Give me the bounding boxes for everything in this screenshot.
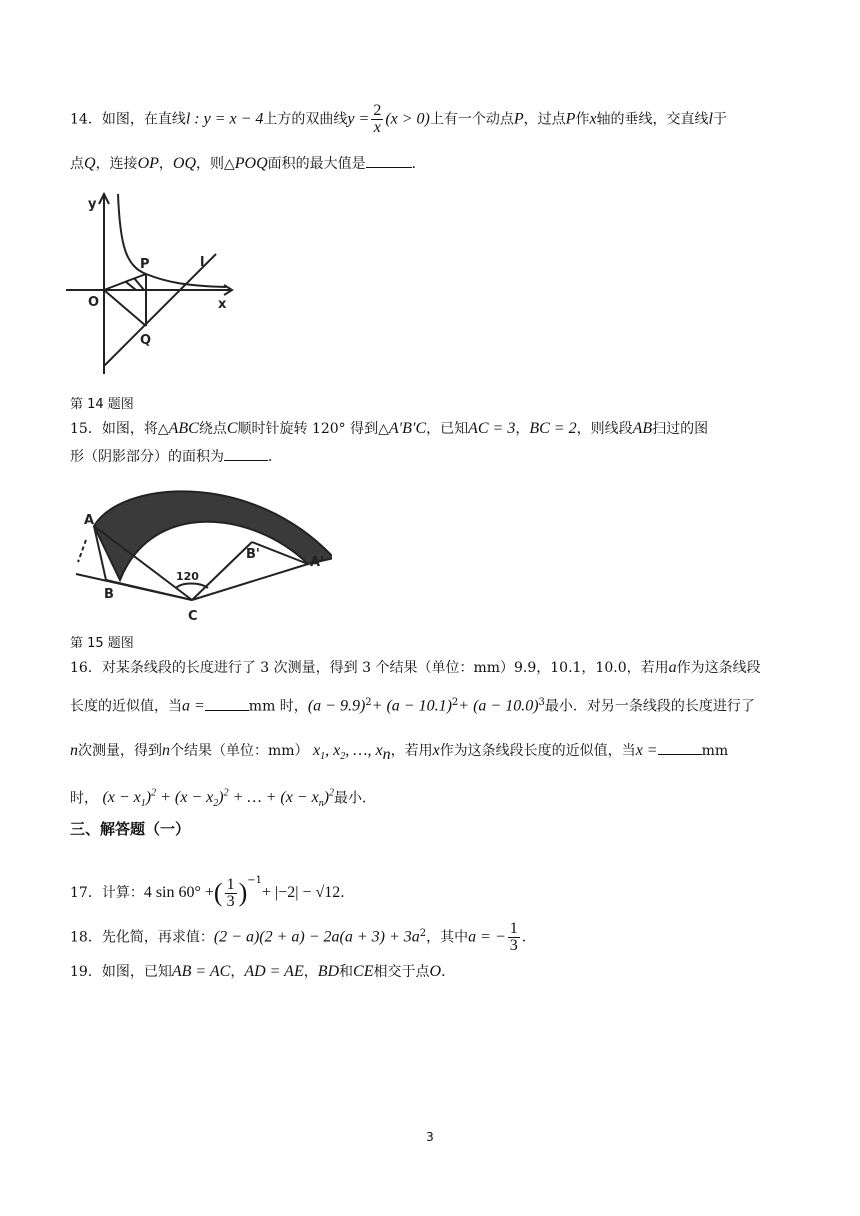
q16-text: 个结果（单位：mm） xyxy=(170,743,309,759)
label-Q: Q xyxy=(140,333,152,348)
hyperbola-lhs: y = xyxy=(347,110,370,128)
q16-text: 最小． xyxy=(334,790,377,807)
answer-blank xyxy=(366,155,412,168)
line-l xyxy=(104,254,216,366)
q18-text: 先化简，再求值： xyxy=(101,929,214,946)
expression-term: (a − 9.9) xyxy=(307,697,366,715)
q16-text: mm xyxy=(701,743,729,759)
BC-value: BC = 2 xyxy=(529,420,577,437)
q14-text: 点 xyxy=(70,156,84,172)
q15-text: ，已知 xyxy=(426,421,469,437)
x-equals: x = xyxy=(635,742,658,759)
q14-text: 轴的垂线，交直线 xyxy=(596,111,709,128)
label-C: C xyxy=(188,609,198,624)
q16-text: 对某条线段的长度进行了 3 次测量，得到 3 个结果（单位：mm）9.9，10.1，10.0，若用 xyxy=(101,660,669,676)
q14-text: ，连接 xyxy=(95,156,138,172)
variable-a: a xyxy=(668,659,677,676)
q19-text: ． xyxy=(441,964,456,980)
q17-number: 17． xyxy=(70,885,102,901)
equation-AD-AE: AD = AE xyxy=(244,963,304,980)
segment-OP: OP xyxy=(137,155,159,172)
fraction-denominator: x xyxy=(373,119,381,136)
one-third-fraction xyxy=(508,921,520,954)
label-B: B xyxy=(104,587,114,602)
q15-text: ， xyxy=(515,421,530,437)
variable-n: n xyxy=(70,742,78,759)
label-P: P xyxy=(140,257,150,272)
label-A-prime: A' xyxy=(310,555,325,570)
q15-text: ，则线段 xyxy=(576,421,633,437)
q16-text: 最小．对另一条线段的长度进行了 xyxy=(544,698,755,715)
q16-text: 长度的近似值，当 xyxy=(70,698,182,715)
q15-text: 如图，将△ xyxy=(101,421,169,437)
q17-text: 计算： xyxy=(101,885,144,901)
a-equals: a = xyxy=(182,697,205,715)
exponent: −1 xyxy=(247,875,263,886)
q14-line1 xyxy=(70,103,800,136)
segment-OQ: OQ xyxy=(172,155,196,172)
q17-text: ． xyxy=(340,885,355,901)
fraction-numerator: 2 xyxy=(373,102,382,119)
right-paren: ) xyxy=(238,878,248,907)
q18-number: 18． xyxy=(70,929,102,946)
q15-line2 xyxy=(70,447,800,467)
fraction-numerator: 1 xyxy=(509,920,518,938)
line-equation: l : y = x − 4 xyxy=(185,110,264,128)
hyperbola-condition: (x > 0) xyxy=(385,110,430,128)
q16-line4 xyxy=(70,784,800,815)
q15-text: 绕点 xyxy=(198,421,227,437)
q15-text: ． xyxy=(268,449,282,465)
left-paren: ( xyxy=(213,878,223,907)
label-x: x xyxy=(218,297,227,312)
q19-text: 如图，已知 xyxy=(101,964,172,980)
sum-of-squares-expression: $(x - x_1)^2 + (x - x_2)^2$ + … + $(x - x_n)^2$ xyxy=(102,788,335,810)
exponent: 2 xyxy=(365,697,372,708)
q18-text: ． xyxy=(521,929,536,946)
segment-CE: CE xyxy=(353,963,374,980)
answer-blank xyxy=(658,742,702,755)
q19-line xyxy=(70,962,800,982)
point-C: C xyxy=(226,420,238,437)
shade-stroke xyxy=(134,278,144,290)
fraction-denominator: 3 xyxy=(226,892,235,910)
label-O: O xyxy=(88,295,100,310)
label-A: A xyxy=(84,513,95,528)
section-heading: 三、解答题（一） xyxy=(70,820,191,838)
q18-text: ，其中 xyxy=(426,929,469,946)
q14-text: 面积的最大值是 xyxy=(267,156,366,172)
equation-AB-AC: AB = AC xyxy=(171,963,231,980)
variable-x: x xyxy=(432,742,440,759)
q16-line2 xyxy=(70,693,800,717)
q16-text: 作为这条线段长度的近似值，当 xyxy=(439,743,636,759)
exponent: 2 xyxy=(451,697,459,708)
point-P: P xyxy=(513,110,524,128)
q16-text: 作为这条线段 xyxy=(676,660,761,676)
q17-line xyxy=(70,863,800,911)
point-Q: Q xyxy=(84,155,96,172)
q14-line2 xyxy=(70,154,800,174)
q19-text: ， xyxy=(303,964,318,980)
q14-text: 上方的双曲线 xyxy=(263,111,348,128)
answer-blank xyxy=(205,698,249,711)
answer-blank xyxy=(224,448,268,461)
angle-arc xyxy=(176,584,208,589)
figure-15-caption: 第 15 题图 xyxy=(70,636,134,651)
point-P: P xyxy=(565,110,576,128)
q15-text: 形（阴影部分）的面积为 xyxy=(70,449,224,465)
label-B-prime: B' xyxy=(246,547,260,562)
q14-text: ， xyxy=(158,156,173,172)
q14-number: 14． xyxy=(70,111,102,128)
fraction-denominator: 3 xyxy=(509,937,518,955)
segment-OQ-line xyxy=(104,290,146,326)
q18-line xyxy=(70,917,800,955)
exponent: 2 xyxy=(419,928,427,939)
triangle-A2B2C: A′B′C xyxy=(388,420,427,437)
q19-text: 相交于点 xyxy=(373,964,430,980)
triangle-ABC: ABC xyxy=(168,420,199,437)
q16-text: ，若用 xyxy=(390,743,433,759)
q16-text: mm 时， xyxy=(248,698,308,715)
segment-BD: BD xyxy=(317,963,340,980)
label-y: y xyxy=(88,197,97,212)
triangle-POQ: POQ xyxy=(234,155,268,172)
exponent: 3 xyxy=(538,697,545,708)
a-equals: a = − xyxy=(468,928,506,946)
expression-term: + (a − 10.0) xyxy=(458,697,539,715)
dashed-arc xyxy=(78,540,86,562)
q14-text: ，过点 xyxy=(523,111,566,128)
q14-text: ，则△ xyxy=(196,156,235,172)
figure-14-caption: 第 14 题图 xyxy=(70,397,134,412)
q15-text: 扫过的图 xyxy=(652,421,709,437)
q14-text: 作 xyxy=(575,111,590,128)
expression-term: + (a − 10.1) xyxy=(371,697,452,715)
q19-text: ， xyxy=(230,964,245,980)
segment-OP-line xyxy=(104,274,146,290)
q16-number: 16． xyxy=(70,660,102,676)
q14-text: 如图，在直线 xyxy=(101,111,186,128)
expression-term: + |−2| − √12 xyxy=(262,884,341,901)
q15-line1 xyxy=(70,419,800,439)
line-l-symbol: l xyxy=(708,110,713,128)
label-l: l xyxy=(200,255,205,270)
q19-number: 19． xyxy=(70,964,102,980)
segment-AB: AB xyxy=(632,420,653,437)
q14-text: ． xyxy=(411,156,426,172)
q16-line3 xyxy=(70,741,800,767)
one-third-fraction xyxy=(225,877,237,910)
q16-line1 xyxy=(70,658,800,678)
q14-text: 于 xyxy=(713,111,727,128)
q16-text: 时， xyxy=(70,790,98,807)
shade-stroke xyxy=(126,282,136,290)
q15-text: 顺时针旋转 120° 得到△ xyxy=(237,421,389,437)
page-number: 3 xyxy=(426,1130,434,1144)
hyperbola-curve xyxy=(118,194,226,287)
hyperbola-fraction xyxy=(371,103,383,136)
expression-term: 4 sin 60° + xyxy=(143,884,214,901)
sample-list: $x_1$, $x_2$, …, $x_n$ xyxy=(313,742,391,764)
fraction-numerator: 1 xyxy=(226,875,235,893)
x-symbol: x xyxy=(589,110,597,128)
label-angle: 120 xyxy=(176,570,199,583)
expression: (2 − a)(2 + a) − 2a(a + 3) + 3a xyxy=(213,928,420,946)
q14-figure xyxy=(66,186,236,376)
q15-number: 15． xyxy=(70,421,102,437)
q15-figure xyxy=(72,470,332,628)
AC-value: AC = 3 xyxy=(468,420,516,437)
point-O: O xyxy=(429,963,442,980)
variable-n: n xyxy=(162,742,170,759)
q14-text: 上有一个动点 xyxy=(429,111,514,128)
q19-text: 和 xyxy=(339,964,354,980)
q16-text: 次测量，得到 xyxy=(78,743,162,759)
